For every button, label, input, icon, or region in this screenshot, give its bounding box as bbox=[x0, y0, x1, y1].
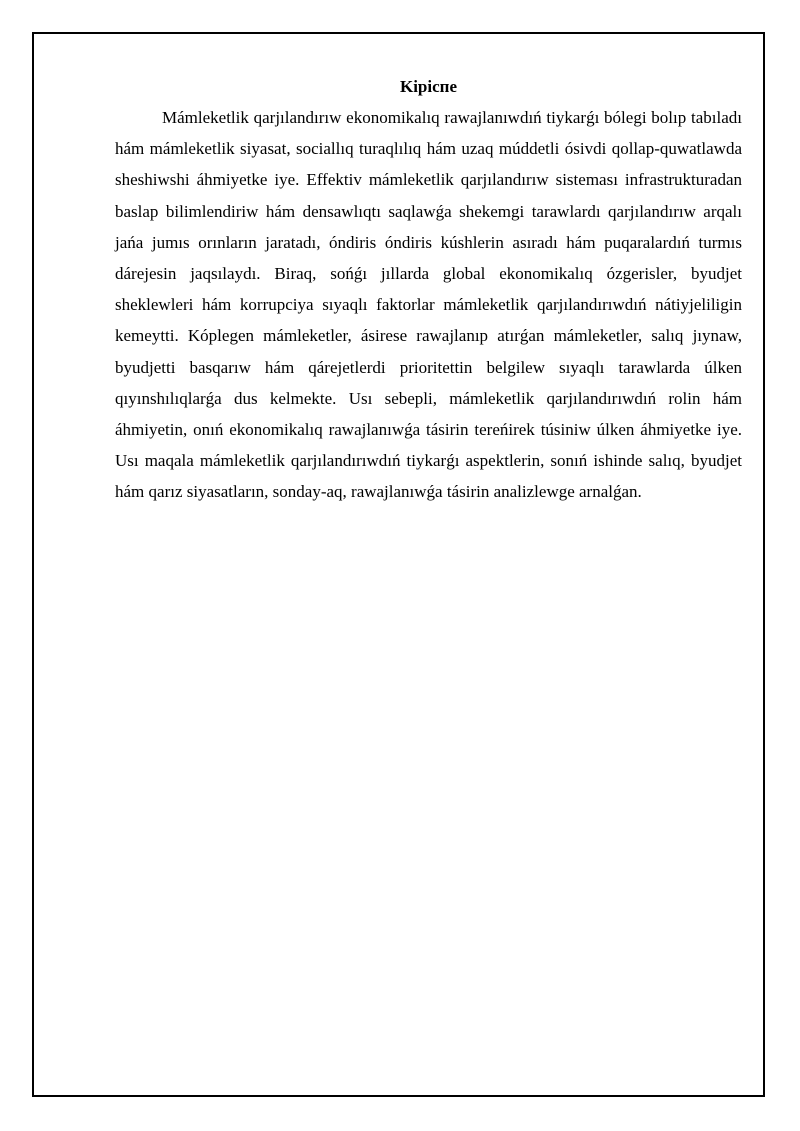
body-paragraph: Mámleketlik qarjılandırıw ekonomikalıq rawajlanıwdıń tiykarǵı bólegi bolıp tabıladı hám mámleketlik siyasat, sociallıq turaqlılıq hám uzaq múddetli ósivdi qollap-quwatlawda sheshiwshi áhmiyetke iye. Effektiv mámleketlik qarjılandırıw sisteması infrastrukturadan baslap bilimlendiriw hám densawlıqtı saqlawǵa shekemgi tarawlardı qarjılandırıw arqalı jańa jumıs orınların jaratadı, óndiris óndiris kúshlerin asıradı hám puqaralardıń turmıs dárejesin jaqsılaydı. Biraq, sońǵı jıllarda global ekonomikalıq ózgerisler, byudjet sheklewleri hám korrupciya sıyaqlı faktorlar mámleketlik qarjılandırıwdıń nátiyjeliligin kemeytti. Kóplegen mámleketler, ásirese rawajlanıp atırǵan mámleketler, salıq jıynaw, byudjetti basqarıw hám qárejetlerdi prioritettin belgilew sıyaqlı tarawlarda úlken qıyınshılıqlarǵa dus kelmekte. Usı sebepli, mámleketlik qarjılandırıwdıń rolin hám áhmiyetin, onıń ekonomikalıq rawajlanıwǵa tásirin tereńirek túsiniw úlken áhmiyetke iye. Usı maqala mámleketlik qarjılandırıwdıń tiykarǵı aspektlerin, sonıń ishinde salıq, byudjet hám qarız siyasatların, sonday-aq, rawajlanıwǵa tásirin analizlewge arnalǵan. bbox=[115, 108, 742, 502]
document-content bbox=[115, 72, 742, 508]
document-title: Kipicпe bbox=[399, 77, 457, 96]
